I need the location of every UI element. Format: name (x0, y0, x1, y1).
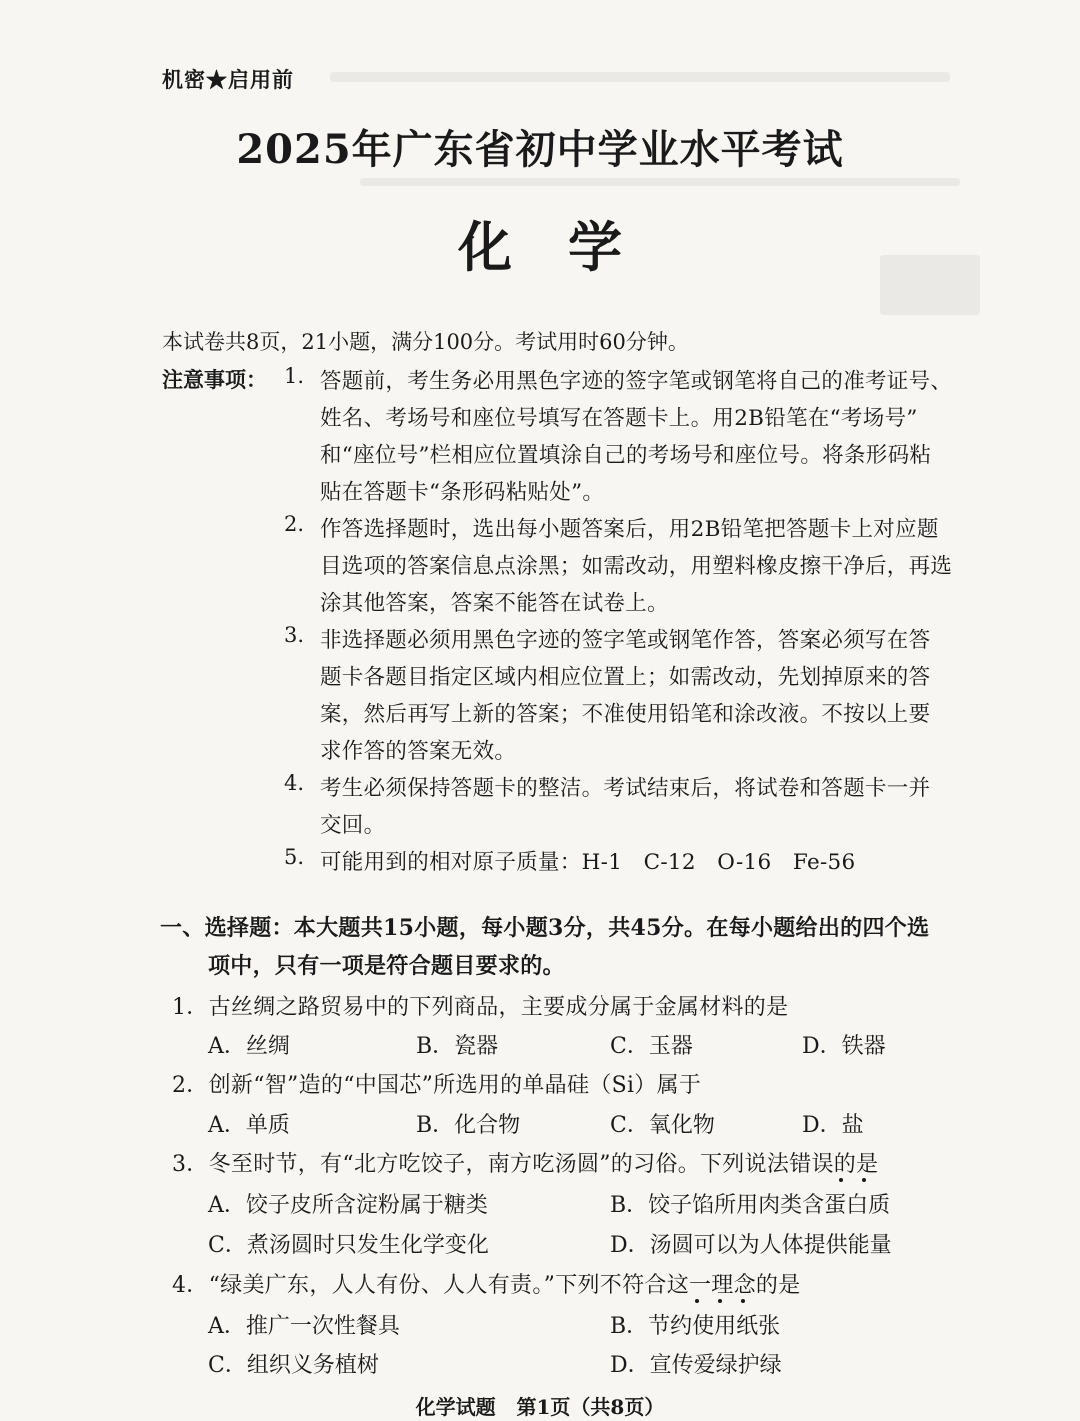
section-heading: 项中，只有一项是符合题目要求的。 (208, 953, 565, 979)
question-option: A．饺子皮所含淀粉属于糖类 (208, 1193, 488, 1218)
note-line: 非选择题必须用黑色字迹的签字笔或钢笔作答，答案必须写在答 (320, 628, 931, 653)
question-option: C．玉器 (610, 1034, 693, 1059)
note-line-atomic-masses: 可能用到的相对原子质量：H-1 C-12 O-16 Fe-56 (320, 850, 856, 875)
question-stem: 3．冬至时节，有“北方吃饺子，南方吃汤圆”的习俗。下列说法错误的是 (172, 1152, 879, 1177)
note-line: 题卡各题目指定区域内相应位置上；如需改动，先划掉原来的答 (320, 665, 931, 690)
note-line: 目选项的答案信息点涂黑；如需改动，用塑料橡皮擦干净后，再选 (320, 554, 953, 579)
note-number: 3. (284, 623, 305, 647)
question-option: B．化合物 (416, 1113, 521, 1138)
question-stem: 1．古丝绸之路贸易中的下列商品，主要成分属于金属材料的是 (172, 995, 789, 1020)
note-line: 求作答的答案无效。 (320, 739, 517, 764)
note-number: 1. (284, 364, 305, 388)
question-stem: 4．“绿美广东，人人有份、人人有责。”下列不符合这一理念的是 (172, 1273, 801, 1298)
emphasis-dot (741, 1299, 745, 1303)
question-option: D．汤圆可以为人体提供能量 (610, 1233, 892, 1258)
note-line: 姓名、考场号和座位号填写在答题卡上。用2B铅笔在“考场号” (320, 406, 918, 431)
emphasis-dot (839, 1178, 843, 1182)
question-option: B．饺子馅所用肉类含蛋白质 (610, 1193, 891, 1218)
emphasis-dot (718, 1299, 722, 1303)
question-option: C．氧化物 (610, 1113, 715, 1138)
note-line: 考生必须保持答题卡的整洁。考试结束后，将试卷和答题卡一并 (320, 776, 931, 801)
note-number: 5. (284, 845, 305, 869)
question-option: C．煮汤圆时只发生化学变化 (208, 1233, 489, 1258)
question-option: A．单质 (208, 1113, 290, 1138)
emphasis-dot (862, 1178, 866, 1182)
subject-title: 化学 (458, 215, 678, 279)
note-line: 答题前，考生务必用黑色字迹的签字笔或钢笔将自己的准考证号、 (320, 369, 953, 394)
confidential-label: 机密★启用前 (162, 67, 294, 92)
section-heading: 一、选择题：本大题共15小题，每小题3分，共45分。在每小题给出的四个选 (160, 915, 930, 941)
question-option: B．瓷器 (416, 1034, 499, 1059)
question-option: D．盐 (802, 1113, 864, 1138)
note-number: 2. (284, 512, 305, 536)
question-option: D．宣传爱绿护绿 (610, 1353, 782, 1378)
bleed-through-mark (330, 72, 950, 82)
note-line: 案，然后再写上新的答案；不准使用铅笔和涂改液。不按以上要 (320, 702, 931, 727)
note-line: 交回。 (320, 813, 386, 838)
question-option: A．丝绸 (208, 1034, 290, 1059)
exam-intro: 本试卷共8页，21小题，满分100分。考试用时60分钟。 (162, 330, 689, 354)
notes-label: 注意事项： (162, 367, 267, 392)
question-option: B．节约使用纸张 (610, 1314, 781, 1339)
note-number: 4. (284, 771, 305, 795)
page-footer: 化学试题 第1页（共8页） (415, 1395, 665, 1419)
note-line: 作答选择题时，选出每小题答案后，用2B铅笔把答题卡上对应题 (320, 517, 939, 542)
exam-title: 2025年广东省初中学业水平考试 (236, 126, 844, 173)
question-option: A．推广一次性餐具 (208, 1314, 400, 1339)
emphasis-dot (695, 1299, 699, 1303)
note-line: 贴在答题卡“条形码粘贴处”。 (320, 480, 605, 505)
note-line: 涂其他答案，答案不能答在试卷上。 (320, 591, 669, 616)
bleed-through-mark (360, 178, 960, 186)
question-option: D．铁器 (802, 1034, 886, 1059)
note-line: 和“座位号”栏相应位置填涂自己的考场号和座位号。将条形码粘 (320, 443, 932, 468)
question-stem: 2．创新“智”造的“中国芯”所选用的单晶硅（Si）属于 (172, 1073, 702, 1098)
question-option: C．组织义务植树 (208, 1353, 379, 1378)
